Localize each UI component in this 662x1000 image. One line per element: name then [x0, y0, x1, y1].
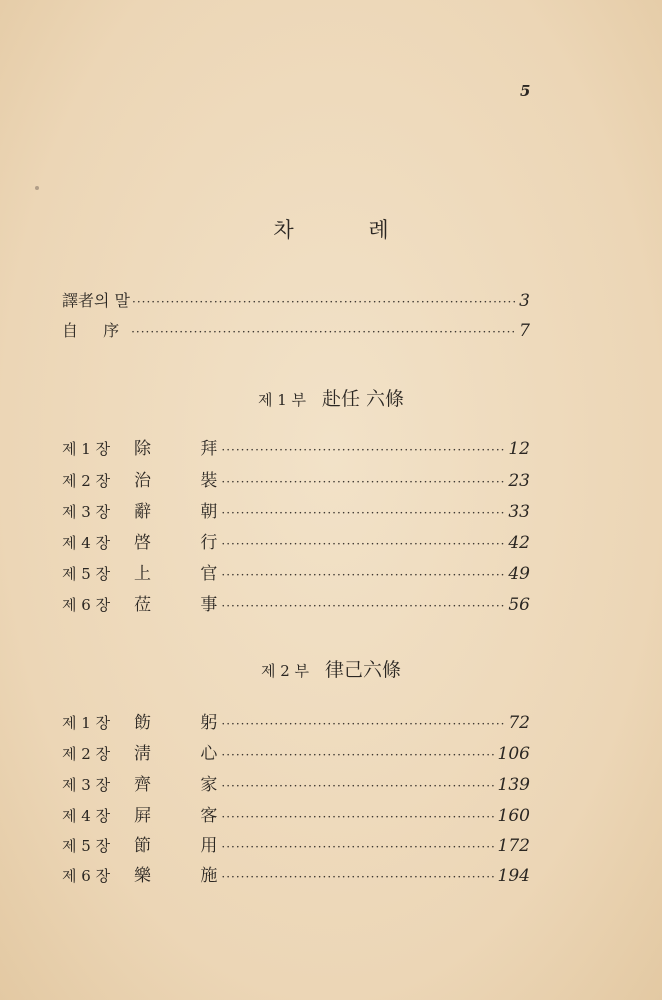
chapter-page: 12	[508, 439, 530, 459]
toc-chapter-row[interactable]	[62, 466, 530, 490]
chapter-title: 節 用	[134, 836, 240, 856]
toc-entry-label: 自 序	[62, 321, 130, 340]
part-number: 제 2 부	[260, 662, 310, 680]
chapter-title: 上 官	[134, 564, 240, 584]
part-title: 律己六條	[325, 659, 402, 681]
toc-chapter-row[interactable]	[62, 861, 530, 885]
dot-leader	[221, 810, 495, 824]
dot-leader	[221, 568, 506, 582]
chapter-page: 160	[497, 806, 530, 826]
dot-leader	[221, 840, 495, 854]
chapter-title: 啓 行	[134, 533, 240, 553]
chapter-number: 제 4 장	[62, 534, 111, 552]
chapter-number: 제 1 장	[62, 714, 111, 732]
chapter-number: 제 5 장	[62, 565, 111, 583]
chapter-title: 淸 心	[134, 744, 240, 764]
page-title: 차 례	[273, 218, 423, 242]
dot-leader	[221, 717, 506, 731]
chapter-number: 제 5 장	[62, 837, 111, 855]
chapter-page: 49	[508, 564, 530, 584]
chapter-title: 莅 事	[134, 595, 240, 615]
chapter-title: 樂 施	[134, 866, 240, 886]
toc-entry-preface[interactable]	[62, 318, 530, 342]
toc-chapter-row[interactable]	[62, 590, 530, 614]
dot-leader	[132, 295, 517, 309]
chapter-page: 56	[508, 595, 530, 615]
chapter-title: 飭 躬	[134, 713, 240, 733]
part-title: 赴任 六條	[322, 388, 405, 410]
toc-chapter-row[interactable]	[62, 528, 530, 552]
chapter-title: 屛 客	[134, 806, 240, 826]
dot-leader	[221, 599, 506, 613]
chapter-page: 194	[497, 866, 530, 886]
chapter-title: 齊 家	[134, 775, 240, 795]
chapter-title: 辭 朝	[134, 502, 240, 522]
part-number: 제 1 부	[257, 391, 306, 409]
dot-leader	[221, 748, 495, 762]
page-number: 5	[520, 82, 531, 100]
chapter-page: 33	[508, 502, 530, 522]
chapter-title: 治 裝	[134, 471, 240, 491]
toc-entry-translator-note[interactable]	[62, 288, 530, 312]
dot-leader	[221, 475, 506, 489]
chapter-number: 제 4 장	[62, 807, 111, 825]
chapter-number: 제 3 장	[62, 776, 111, 794]
dot-leader	[221, 506, 506, 520]
toc-chapter-row[interactable]	[62, 497, 530, 521]
chapter-number: 제 6 장	[62, 867, 111, 885]
chapter-number: 제 3 장	[62, 503, 111, 521]
chapter-number: 제 6 장	[62, 596, 111, 614]
toc-chapter-row[interactable]	[62, 708, 530, 732]
chapter-page: 42	[508, 533, 530, 553]
toc-entry-label: 譯者의 말	[62, 291, 130, 310]
toc-chapter-row[interactable]	[62, 434, 530, 458]
chapter-number: 제 1 장	[62, 440, 111, 458]
chapter-number: 제 2 장	[62, 472, 111, 490]
toc-entry-page: 7	[519, 321, 530, 341]
paper-speck	[35, 186, 39, 190]
chapter-page: 106	[497, 744, 530, 764]
part-heading-1	[0, 384, 662, 411]
dot-leader	[131, 325, 517, 339]
toc-chapter-row[interactable]	[62, 831, 530, 855]
chapter-page: 172	[497, 836, 530, 856]
toc-chapter-row[interactable]	[62, 770, 530, 794]
toc-chapter-row[interactable]	[62, 739, 530, 763]
chapter-title: 除 拜	[134, 439, 240, 459]
chapter-page: 139	[497, 775, 530, 795]
chapter-page: 72	[508, 713, 530, 733]
toc-chapter-row[interactable]	[62, 559, 530, 583]
chapter-page: 23	[508, 471, 530, 491]
part-heading-2	[0, 655, 662, 682]
toc-chapter-row[interactable]	[62, 801, 530, 825]
dot-leader	[221, 779, 495, 793]
dot-leader	[221, 443, 506, 457]
chapter-number: 제 2 장	[62, 745, 111, 763]
dot-leader	[221, 537, 506, 551]
toc-entry-page: 3	[519, 291, 530, 311]
dot-leader	[221, 870, 495, 884]
